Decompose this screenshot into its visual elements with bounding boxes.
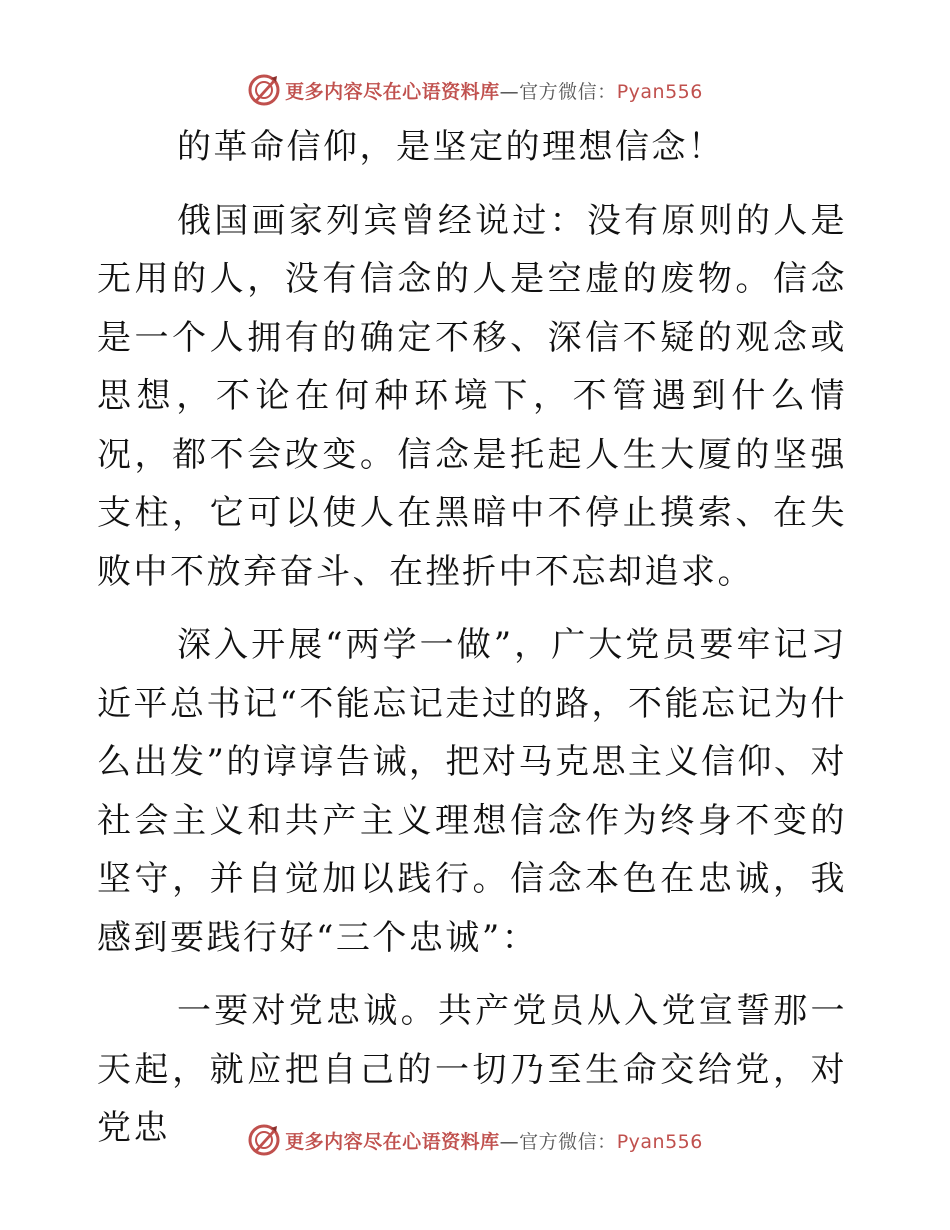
quill-pen-circle-icon bbox=[247, 73, 281, 107]
header-watermark-banner bbox=[0, 70, 950, 110]
footer-watermark-banner bbox=[0, 1120, 950, 1160]
header-brand-text: 更多内容尽在心语资料库 bbox=[285, 80, 500, 103]
footer-wechat-id: Pyan556 bbox=[616, 1130, 703, 1153]
paragraph-1: 的革命信仰，是坚定的理想信念！ bbox=[177, 127, 725, 167]
footer-banner-text bbox=[285, 1127, 703, 1154]
paragraph-4: 一要对党忠诚。共产党员从入党宣誓那一天起，就应把自己的一切乃至生命交给党，对党忠 bbox=[97, 991, 847, 1148]
header-dash: — bbox=[499, 80, 520, 103]
header-banner-text bbox=[285, 77, 703, 104]
paragraph-2: 俄国画家列宾曾经说过：没有原则的人是无用的人，没有信念的人是空虚的废物。信念是一个人拥有的确定不移、深信不疑的观念或思想，不论在何种环境下，不管遇到什么情况，都不会改变。信念是托起人生大厦的坚强支柱，它可以使人在黑暗中不停止摸索、在失败中不放弃奋斗、在挫折中不忘却追求。 bbox=[97, 200, 847, 592]
footer-label: 官方微信： bbox=[519, 1130, 617, 1153]
document-body bbox=[97, 118, 847, 1173]
quill-pen-circle-icon bbox=[247, 1123, 281, 1157]
header-label: 官方微信： bbox=[519, 80, 617, 103]
footer-dash: — bbox=[499, 1130, 520, 1153]
paragraph-3: 深入开展“两学一做”，广大党员要牢记习近平总书记“不能忘记走过的路，不能忘记为什么出发”的谆谆告诫，把对马克思主义信仰、对社会主义和共产主义理想信念作为终身不变的坚守，并自觉加以践行。信念本色在忠诚，我感到要践行好“三个忠诚”： bbox=[97, 625, 847, 958]
footer-brand-text: 更多内容尽在心语资料库 bbox=[285, 1130, 500, 1153]
header-wechat-id: Pyan556 bbox=[616, 80, 703, 103]
